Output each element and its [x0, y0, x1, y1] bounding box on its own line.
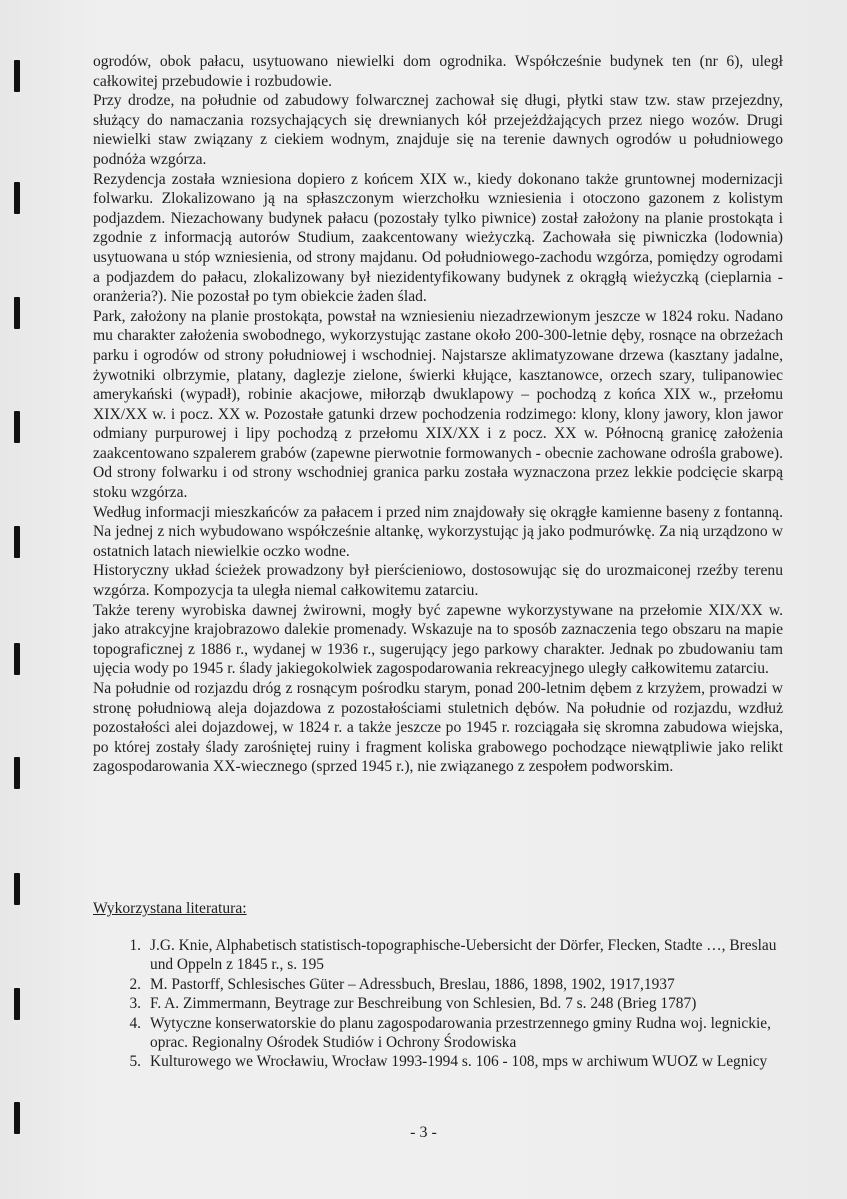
paragraph: Także tereny wyrobiska dawnej żwirowni, mogły być zapewne wykorzystywane na przełomie XIX/XX w. jako atrakcyjne krajobrazowo dalekie promenady. Wskazuje na to sposób zaznaczenia tego obszaru na mapie topograficznej z 1886 r., wydanej w 1936 r., sugerujący jego parkowy charakter. Jednak po zbudowaniu tam ujęcia wody po 1945 r. ślady jakiegokolwiek zagospodarowania rekreacyjnego uległy całkowitemu zatarciu. [93, 601, 783, 678]
page-number: - 3 - [410, 1124, 437, 1141]
literature-item-text: Kulturowego we Wrocławiu, Wrocław 1993-1994 s. 106 - 108, mps w archiwum WUOZ w Legnicy [150, 1053, 768, 1071]
binder-hole-mark [14, 988, 20, 1020]
literature-item-text: F. A. Zimmermann, Beytrage zur Beschreibung von Schlesien, Bd. 7 s. 248 (Brieg 1787) [150, 995, 697, 1013]
literature-item-number: 4. [129, 1014, 141, 1032]
paragraph: Park, założony na planie prostokąta, powstał na wzniesieniu niezadrzewionym jeszcze w 1824 roku. Nadano mu charakter założenia swobodnego, wykorzystując zastane około 200-300-letnie dęby, rosnące na obrzeżach parku i ogrodów od strony południowej i wschodniej. Najstarsze aklimatyzowane drzewa (kasztany jadalne, żywotniki olbrzymie, platany, daglezje zielone, świerki kłujące, kasztanowce, orzech szary, tulipanowiec amerykański (wypadł), robinie akacjowe, miłorząb dwuklapowy – pochodzą z końca XIX w., przełomu XIX/XX w. i pocz. XX w. Pozostałe gatunki drzew pochodzenia rodzimego: klony, klony jawory, klon jawor odmiany purpurowej i lipy pochodzą z przełomu XIX/XX i z pocz. XX w. Północną granicę założenia zaakcentowano szpalerem grabów (zapewne pierwotnie formowanych - obecnie zachowane odrośla grabowe). Od strony folwarku i od strony wschodniej granica parku została wyznaczona przez lekkie podcięcie skarpą stoku wzgórza. [93, 307, 783, 502]
literature-heading: Wykorzystana literatura: [93, 900, 247, 917]
paragraph: ogrodów, obok pałacu, usytuowano niewielki dom ogrodnika. Współcześnie budynek ten (nr 6), uległ całkowitej przebudowie i rozbudowie. [93, 53, 783, 90]
binder-hole-mark [14, 60, 20, 92]
paragraph: Rezydencja została wzniesiona dopiero z końcem XIX w., kiedy dokonano także gruntownej modernizacji folwarku. Zlokalizowano ją na spłaszczonym wierzchołku wzniesienia i otoczono gazonem z kolistym podjazdem. Niezachowany budynek pałacu (pozostały tylko piwnice) został założony na planie prostokąta i zgodnie z informacją autorów Studium, zaakcentowany wieżyczką. Zachowała się piwniczka (lodownia) usytuowana u stóp wzniesienia, od strony majdanu. Od południowego-zachodu wzgórza, pomiędzy ogrodami a podjazdem do pałacu, zlokalizowany był niezidentyfikowany budynek z okrągłą wieżyczką (cieplarnia - oranżeria?). Nie pozostał po tym obiekcie żaden ślad. [93, 170, 783, 306]
literature-item [93, 1014, 793, 1053]
literature-item-text: J.G. Knie, Alphabetisch statistisch-topographische-Uebersicht der Dörfer, Flecken, Stadte …, Breslau und Oppeln z 1845 r., s. 195 [150, 937, 777, 974]
literature-item-text: Wytyczne konserwatorskie do planu zagospodarowania przestrzennego gminy Rudna woj. legnickie, oprac. Regionalny Ośrodek Studiów i Ochrony Środowiska [150, 1014, 771, 1052]
literature-item-number: 3. [129, 995, 141, 1013]
literature-item-text: M. Pastorff, Schlesisches Güter – Adressbuch, Breslau, 1886, 1898, 1902, 1917,1937 [150, 975, 675, 993]
literature-item [93, 1052, 793, 1071]
binder-hole-mark [14, 411, 20, 443]
paragraph: Według informacji mieszkańców za pałacem i przed nim znajdowały się okrągłe kamienne baseny z fontanną. Na jednej z nich wybudowano współcześnie altankę, wykorzystując ją jako podmurówkę. Za nią urządzono w ostatnich latach niewielkie oczko wodne. [93, 503, 783, 560]
literature-item [93, 975, 793, 994]
literature-item [93, 994, 793, 1013]
paragraph: Przy drodze, na południe od zabudowy folwarcznej zachował się długi, płytki staw tzw. staw przejezdny, służący do namaczania rozsychających się drewnianych kół przejeżdżających przez niego wozów. Drugi niewielki staw związany z ciekiem wodnym, znajduje się na terenie dawnych ogrodów u południowego podnóża wzgórza. [93, 92, 783, 168]
paragraph: Historyczny układ ścieżek prowadzony był pierścieniowo, dostosowując się do urozmaiconej rzeźby terenu wzgórza. Kompozycja ta uległa niemal całkowitemu zatarciu. [93, 562, 783, 600]
literature-item-number: 5. [129, 1053, 141, 1071]
literature-item-number: 1. [129, 937, 141, 954]
paragraph: Na południe od rozjazdu dróg z rosnącym pośrodku starym, ponad 200-letnim dębem z krzyżem, prowadzi w stronę południową aleja dojazdowa z pozostałościami stuletnich dębów. Na południe od rozjazdu, wzdłuż pozostałości alei dojazdowej, w 1824 r. a także jeszcze po 1945 r. rozciągała się skromna zabudowa wiejska, po której zostały ślady zarośniętej ruiny i fragment koliska grabowego pochodzące niewątpliwie jako relikt zagospodarowania XX-wiecznego (sprzed 1945 r.), nie związanego z zespołem podworskim. [93, 680, 783, 776]
literature-item-number: 2. [129, 975, 141, 993]
binder-hole-mark [14, 757, 20, 789]
literature-item [93, 936, 793, 975]
binder-hole-mark [14, 526, 20, 558]
binder-hole-mark [14, 182, 20, 214]
binder-hole-mark [14, 297, 20, 329]
binder-hole-mark [14, 643, 20, 675]
binder-hole-mark [14, 873, 20, 905]
literature-list [93, 936, 793, 1072]
body-text [93, 52, 783, 777]
